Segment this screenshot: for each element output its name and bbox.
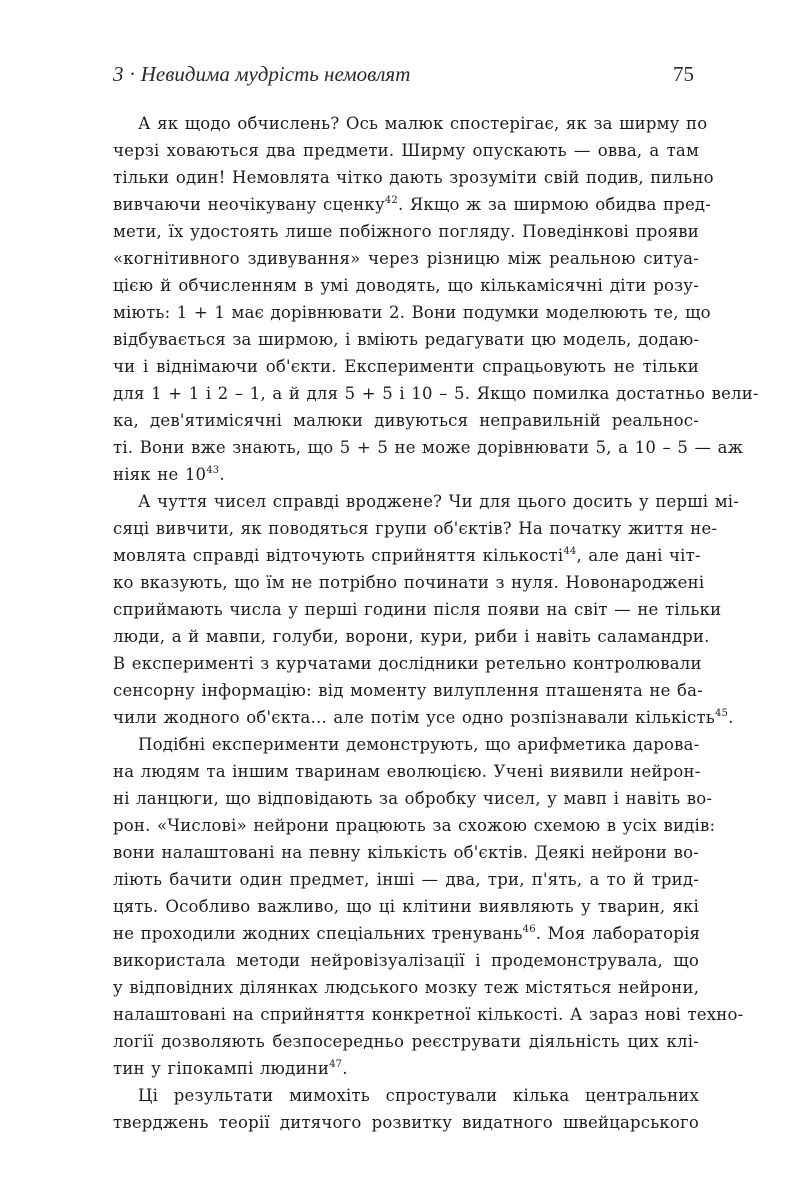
text-line: мети, їх удостоять лише побіжного погляду. Поведінкові прояви [113, 222, 699, 241]
text-line: логії дозволяють безпосередньо реєструвати діяльність цих клі- [113, 1032, 699, 1051]
text-line: А чуття чисел справді вроджене? Чи для цього досить у перші мі- [138, 492, 740, 511]
line-text-after: . [728, 708, 734, 727]
text-line: сприймають числа у перші години після появи на світ — не тільки [113, 600, 722, 619]
line-text-after: . Якщо ж за ширмою обидва пред- [397, 195, 712, 214]
line-text-after: . [219, 465, 225, 484]
line-text: ніяк не 10 [113, 465, 207, 484]
line-text: мовлята справді відточують сприйняття кількості [113, 546, 564, 565]
text-line [113, 1055, 699, 1082]
footnote-ref: 43 [206, 465, 220, 476]
footnote-ref: 45 [714, 708, 729, 719]
text-line [113, 704, 734, 731]
text-line: ліють бачити один предмет, інші — два, три, п'ять, а то й трид- [113, 870, 699, 889]
text-line: люди, а й мавпи, голуби, ворони, кури, риби і навіть саламандри. [113, 627, 710, 646]
text-line: рон. «Числові» нейрони працюють за схожою схемою в усіх видів: [113, 816, 716, 835]
line-content [113, 542, 699, 569]
text-line: черзі ховаються два предмети. Ширму опускають — овва, а там [113, 141, 699, 160]
text-line: на людям та іншим тваринам еволюцією. Учені виявили нейрон- [113, 762, 701, 781]
line-text-after: . Моя лабораторія [535, 924, 701, 943]
page-number: 75 [673, 62, 694, 86]
text-line: цією й обчисленням в умі доводять, що кількамісячні діти розу- [113, 276, 699, 295]
footnote-ref: 42 [384, 195, 398, 206]
line-text-after: . [342, 1059, 348, 1078]
line-content [113, 465, 225, 484]
text-line: ні ланцюги, що відповідають за обробку чисел, у мавп і навіть во- [113, 789, 713, 808]
chapter-number: 3 [113, 62, 124, 86]
text-line: ко вказують, що їм не потрібно починати з нуля. Новонароджені [113, 573, 705, 592]
line-content [113, 1059, 348, 1078]
text-line [113, 920, 699, 947]
text-line: міють: 1 + 1 має дорівнювати 2. Вони подумки моделюють те, що [113, 303, 711, 322]
text-line [113, 542, 699, 569]
line-text-after: , але дані чіт- [576, 546, 701, 565]
line-text: чили жодного об'єкта... але потім усе одно розпізнавали кількість [113, 708, 715, 727]
chapter-title: Невидима мудрість немовлят [140, 62, 411, 86]
text-line: сенсорну інформацію: від моменту вилуплення пташенята не ба- [113, 681, 703, 700]
text-line: відбувається за ширмою, і вміють редагувати цю модель, додаю- [113, 330, 700, 349]
footnote-ref: 44 [563, 546, 577, 557]
footnote-ref: 47 [329, 1059, 343, 1070]
text-line: А як щодо обчислень? Ось малюк спостерігає, як за ширму по [138, 114, 708, 133]
running-head [113, 62, 694, 87]
text-line: Ці результати мимохіть спростували кілька центральних [138, 1086, 699, 1105]
text-line: тільки один! Немовлята чітко дають зрозуміти свій подив, пильно [113, 168, 714, 187]
text-line: налаштовані на сприйняття конкретної кількості. А зараз нові техно- [113, 1005, 744, 1024]
line-content [113, 704, 734, 731]
text-line: Подібні експерименти демонструють, що арифметика дарова- [138, 735, 700, 754]
text-line: цять. Особливо важливо, що ці клітини виявляють у тварин, які [113, 897, 699, 916]
text-line: чи і віднімаючи об'єкти. Експерименти спрацьовують не тільки [113, 357, 699, 376]
text-line: ка, дев'ятимісячні малюки дивуються неправильній реальнос- [113, 411, 699, 430]
text-line: ті. Вони вже знають, що 5 + 5 не може дорівнювати 5, а 10 – 5 — аж [113, 438, 744, 457]
text-line: В експерименті з курчатами дослідники ретельно контролювали [113, 654, 702, 673]
text-line: «когнітивного здивування» через різницю між реальною ситуа- [113, 249, 699, 268]
line-text: не проходили жодних спеціальних тренувань [113, 924, 523, 943]
text-line: сяці вивчити, як поводяться групи об'єктів? На початку життя не- [113, 519, 718, 538]
text-line [113, 191, 712, 218]
text-line: вони налаштовані на певну кількість об'єктів. Деякі нейрони во- [113, 843, 699, 862]
chapter-header [113, 62, 410, 87]
text-line: тверджень теорії дитячого розвитку видатного швейцарського [113, 1113, 699, 1132]
line-content [113, 191, 712, 218]
text-line: у відповідних ділянках людського мозку теж містяться нейрони, [113, 978, 700, 997]
line-text: тин у гіпокампі людини [113, 1059, 330, 1078]
line-content [113, 920, 699, 947]
footnote-ref: 46 [522, 924, 536, 935]
line-text: вивчаючи неочікувану сценку [113, 195, 385, 214]
header-separator: · [129, 62, 135, 86]
text-line: для 1 + 1 і 2 – 1, а й для 5 + 5 і 10 – 5. Якщо помилка достатньо вели- [113, 384, 759, 403]
text-line [113, 461, 699, 488]
body-text [113, 110, 759, 1136]
text-line: використала методи нейровізуалізації і продемонструвала, що [113, 951, 699, 970]
